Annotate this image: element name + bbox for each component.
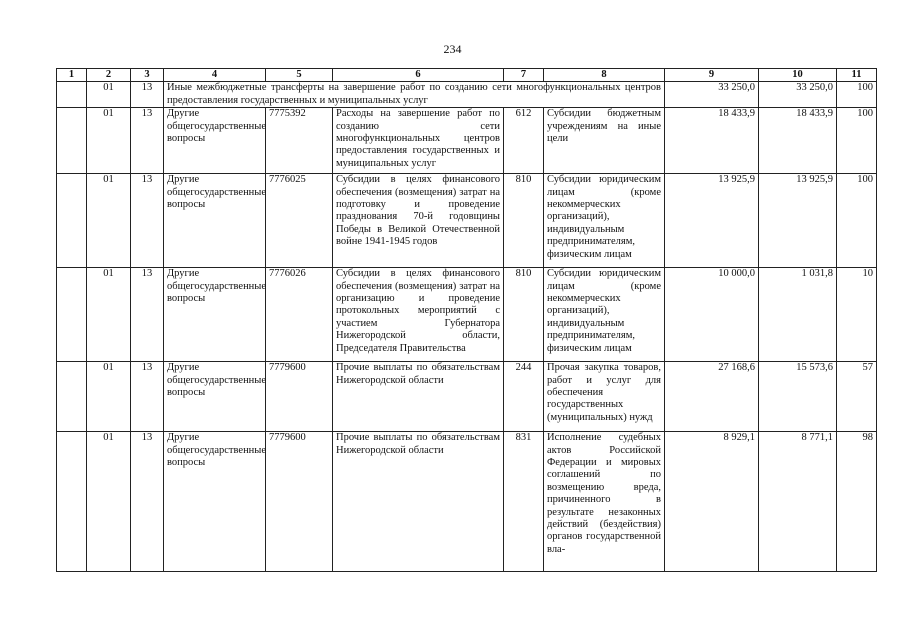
cell-section: 01 <box>87 362 131 432</box>
cell-section: 01 <box>87 174 131 268</box>
col-header: 10 <box>759 69 837 82</box>
cell-percent: 10 <box>837 268 877 362</box>
table-row <box>57 82 877 108</box>
cell-target-name: Прочие выплаты по обязательствам Нижегородской области <box>333 432 504 572</box>
cell-executed: 18 433,9 <box>759 108 837 174</box>
cell-percent: 98 <box>837 432 877 572</box>
cell-expense-name: Субсидии бюджетным учреждениям на иные цели <box>544 108 665 174</box>
cell-expense-name: Субсидии юридическим лицам (кроме некоммерческих организаций), индивидуальным предпринимателям, физическим лицам <box>544 268 665 362</box>
cell-expense-code: 810 <box>504 174 544 268</box>
cell-expense-code: 831 <box>504 432 544 572</box>
table-row <box>57 362 877 432</box>
col-header: 6 <box>333 69 504 82</box>
col-header: 7 <box>504 69 544 82</box>
cell-executed: 15 573,6 <box>759 362 837 432</box>
cell-target-name: Расходы на завершение работ по созданию сети многофункциональных центров предоставления государственных и муниципальных услуг <box>333 108 504 174</box>
cell-target-code: 7776026 <box>266 268 333 362</box>
cell-section: 01 <box>87 108 131 174</box>
table-row <box>57 432 877 572</box>
cell-planned: 13 925,9 <box>665 174 759 268</box>
cell-target-code: 7779600 <box>266 432 333 572</box>
cell-target-code: 7776025 <box>266 174 333 268</box>
cell-subsection: 13 <box>131 174 164 268</box>
cell-col1 <box>57 82 87 108</box>
table-row <box>57 268 877 362</box>
cell-executed: 33 250,0 <box>759 82 837 108</box>
cell-expense-name: Субсидии юридическим лицам (кроме некоммерческих организаций), индивидуальным предпринимателям, физическим лицам <box>544 174 665 268</box>
col-header: 8 <box>544 69 665 82</box>
cell-target-code: 7775392 <box>266 108 333 174</box>
col-header: 1 <box>57 69 87 82</box>
table-row <box>57 108 877 174</box>
cell-section-name: Другие общегосударственные вопросы <box>164 432 266 572</box>
budget-table <box>56 68 877 572</box>
cell-section: 01 <box>87 432 131 572</box>
cell-subsection: 13 <box>131 82 164 108</box>
cell-planned: 8 929,1 <box>665 432 759 572</box>
col-header: 5 <box>266 69 333 82</box>
cell-section-name: Другие общегосударственные вопросы <box>164 362 266 432</box>
cell-planned: 10 000,0 <box>665 268 759 362</box>
cell-executed: 8 771,1 <box>759 432 837 572</box>
cell-col1 <box>57 108 87 174</box>
col-header: 4 <box>164 69 266 82</box>
page-number: 234 <box>443 42 462 56</box>
table-row <box>57 174 877 268</box>
cell-target-code: 7779600 <box>266 362 333 432</box>
cell-expense-name: Исполнение судебных актов Российской Федерации и мировых соглашений по возмещению вреда, причиненного в результате незаконных действий (бездействия) органов государственной вла- <box>544 432 665 572</box>
cell-expense-code: 244 <box>504 362 544 432</box>
cell-subsection: 13 <box>131 362 164 432</box>
header-row <box>57 69 877 82</box>
cell-section-name: Другие общегосударственные вопросы <box>164 108 266 174</box>
cell-expense-name: Прочая закупка товаров, работ и услуг для обеспечения государственных (муниципальных) нужд <box>544 362 665 432</box>
cell-percent: 57 <box>837 362 877 432</box>
cell-section-name: Другие общегосударственные вопросы <box>164 174 266 268</box>
cell-percent: 100 <box>837 108 877 174</box>
col-header: 11 <box>837 69 877 82</box>
cell-target-name: Субсидии в целях финансового обеспечения (возмещения) затрат на подготовку и проведение празднования 70-й годовщины Победы в Великой Отечественной войне 1941-1945 годов <box>333 174 504 268</box>
cell-col1 <box>57 268 87 362</box>
cell-merged-description: Иные межбюджетные трансферты на завершение работ по созданию сети многофункциональных центров предоставления государственных и муниципальных услуг <box>164 82 665 108</box>
cell-section: 01 <box>87 82 131 108</box>
cell-target-name: Субсидии в целях финансового обеспечения (возмещения) затрат на организацию и проведение протокольных мероприятий с участием Губернатора Нижегородской области, Председателя Правительства <box>333 268 504 362</box>
cell-target-name: Прочие выплаты по обязательствам Нижегородской области <box>333 362 504 432</box>
cell-planned: 18 433,9 <box>665 108 759 174</box>
cell-planned: 27 168,6 <box>665 362 759 432</box>
col-header: 9 <box>665 69 759 82</box>
cell-section: 01 <box>87 268 131 362</box>
cell-col1 <box>57 362 87 432</box>
cell-subsection: 13 <box>131 432 164 572</box>
cell-subsection: 13 <box>131 108 164 174</box>
cell-section-name: Другие общегосударственные вопросы <box>164 268 266 362</box>
cell-subsection: 13 <box>131 268 164 362</box>
cell-col1 <box>57 174 87 268</box>
cell-percent: 100 <box>837 174 877 268</box>
col-header: 2 <box>87 69 131 82</box>
cell-executed: 13 925,9 <box>759 174 837 268</box>
cell-col1 <box>57 432 87 572</box>
col-header: 3 <box>131 69 164 82</box>
cell-executed: 1 031,8 <box>759 268 837 362</box>
cell-expense-code: 810 <box>504 268 544 362</box>
cell-percent: 100 <box>837 82 877 108</box>
cell-expense-code: 612 <box>504 108 544 174</box>
cell-planned: 33 250,0 <box>665 82 759 108</box>
